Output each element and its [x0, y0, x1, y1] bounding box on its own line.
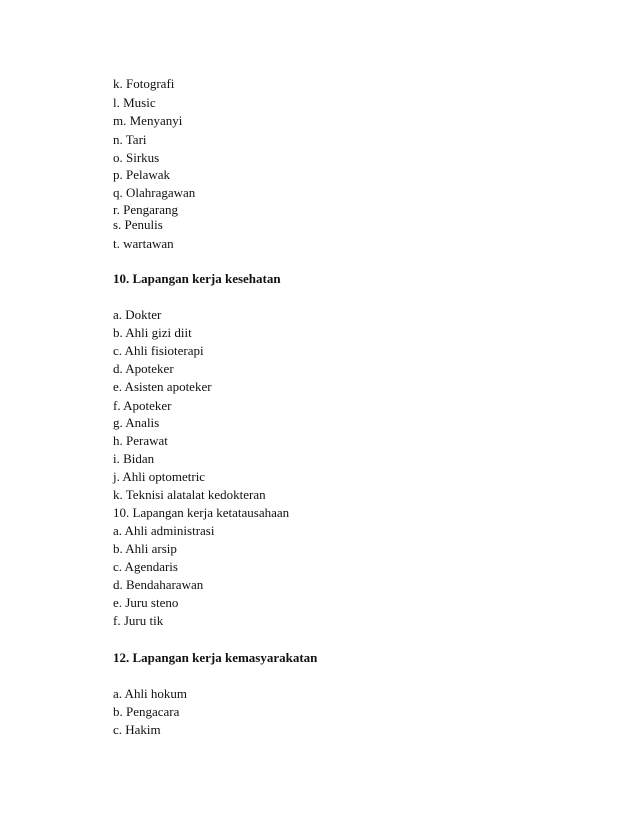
list-item: s. Penulis — [113, 217, 163, 232]
list-item: k. Teknisi alatalat kedokteran — [113, 487, 266, 502]
list-item: b. Ahli arsip — [113, 541, 177, 556]
list-item: a. Ahli administrasi — [113, 523, 215, 538]
section-heading-kemasyarakatan: 12. Lapangan kerja kemasyarakatan — [113, 650, 318, 665]
list-item: b. Ahli gizi diit — [113, 325, 192, 340]
list-item: l. Music — [113, 95, 156, 110]
list-item: k. Fotografi — [113, 76, 175, 91]
list-item: 10. Lapangan kerja ketatausahaan — [113, 505, 290, 520]
list-item: i. Bidan — [113, 451, 155, 466]
section-heading-kesehatan: 10. Lapangan kerja kesehatan — [113, 271, 281, 286]
list-item: f. Apoteker — [113, 398, 172, 413]
list-item: d. Apoteker — [113, 361, 174, 376]
list-item: t. wartawan — [113, 236, 174, 251]
list-item: n. Tari — [113, 132, 147, 147]
list-item: c. Agendaris — [113, 559, 178, 574]
list-item: c. Hakim — [113, 722, 161, 737]
list-item: e. Asisten apoteker — [113, 379, 212, 394]
list-item: b. Pengacara — [113, 704, 180, 719]
list-item: j. Ahli optometric — [113, 469, 206, 484]
list-item: a. Ahli hokum — [113, 686, 188, 701]
list-item: c. Ahli fisioterapi — [113, 343, 204, 358]
list-item: h. Perawat — [113, 433, 168, 448]
list-item: g. Analis — [113, 415, 160, 430]
list-item: a. Dokter — [113, 307, 162, 322]
list-item: r. Pengarang — [113, 202, 178, 217]
list-item: f. Juru tik — [113, 613, 164, 628]
list-item: d. Bendaharawan — [113, 577, 204, 592]
list-item: m. Menyanyi — [113, 113, 183, 128]
list-item: p. Pelawak — [113, 167, 171, 182]
list-item: q. Olahragawan — [113, 185, 196, 200]
list-item: e. Juru steno — [113, 595, 179, 610]
list-item: o. Sirkus — [113, 150, 160, 165]
